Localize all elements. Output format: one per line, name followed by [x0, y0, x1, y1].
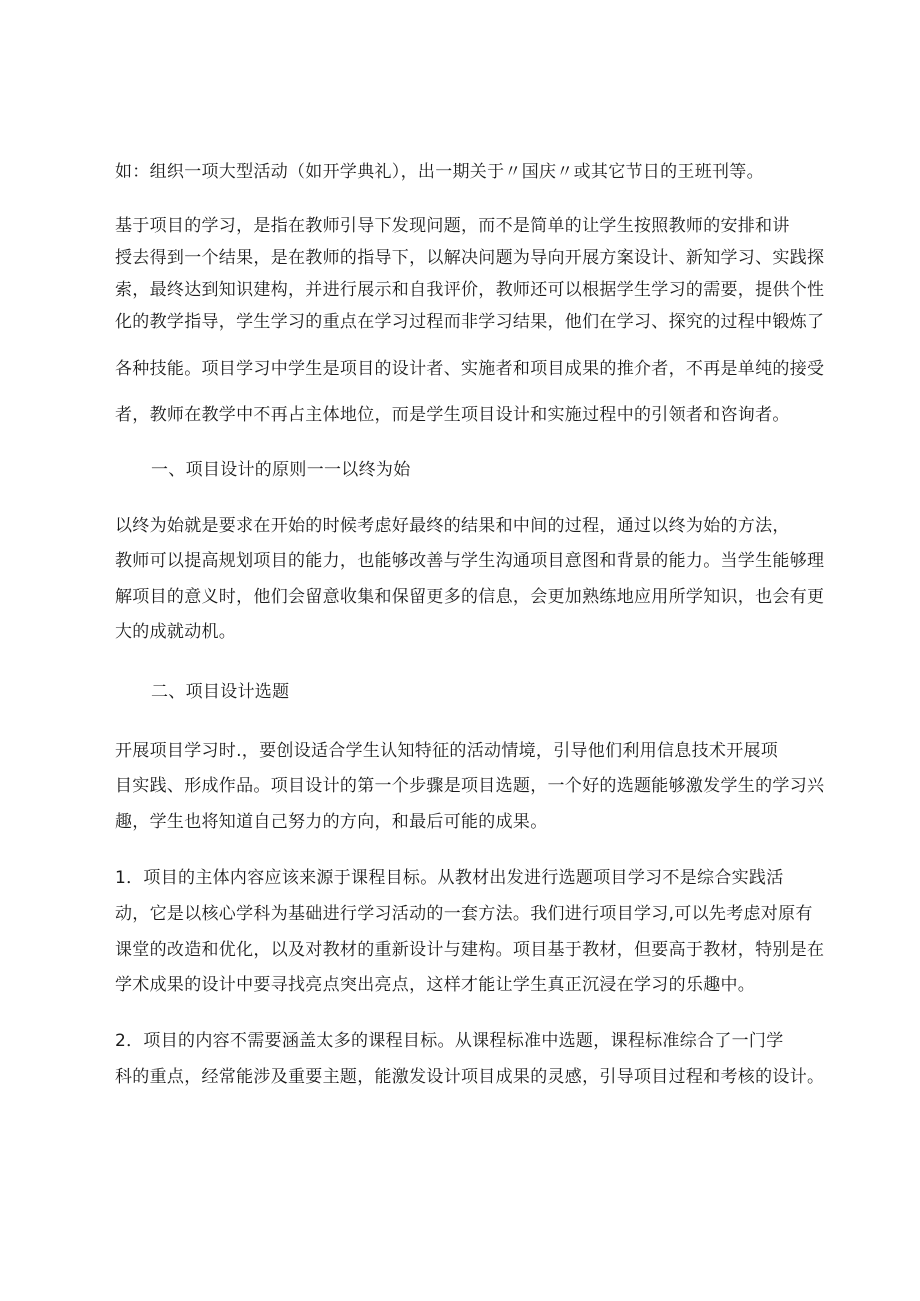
- section-heading-principle: 一、项目设计的原则一一以终为始: [151, 460, 411, 480]
- list-item-line: 学术成果的设计中要寻找亮点突出亮点，这样才能让学生真正沉浸在学习的乐趣中。: [115, 975, 756, 995]
- list-item-line: 动，它是以核心学科为基础进行学习活动的一套方法。我们进行项目学习,可以先考虑对原有: [115, 904, 813, 924]
- list-item-line: 科的重点，经常能涉及重要主题，能激发设计项目成果的灵感，引导项目过程和考核的设计。: [115, 1067, 825, 1087]
- list-item-line: 1．项目的主体内容应该来源于课程目标。从教材出发进行选题项目学习不是综合实践活: [115, 868, 784, 888]
- paragraph-line: 授去得到一个结果，是在教师的指导下，以解决问题为导向开展方案设计、新知学习、实践探: [115, 248, 825, 268]
- paragraph-line: 大的成就动机。: [115, 622, 237, 642]
- intro-line: 如：组织一项大型活动（如开学典礼），出一期关于〃国庆〃或其它节日的王班刊等。: [115, 162, 764, 182]
- paragraph-line: 化的教学指导，学生学习的重点在学习过程而非学习结果，他们在学习、探究的过程中锻炼了: [115, 312, 825, 332]
- list-item-line: 2．项目的内容不需要涵盖太多的课程目标。从课程标准中选题，课程标准综合了一门学: [115, 1031, 784, 1051]
- paragraph-line: 基于项目的学习，是指在教师引导下发现问题，而不是简单的让学生按照教师的安排和讲: [115, 216, 790, 236]
- paragraph-line: 者，教师在教学中不再占主体地位，而是学生项目设计和实施过程中的引领者和咨询者。: [115, 405, 790, 425]
- paragraph-line: 以终为始就是要求在开始的时候考虑好最终的结果和中间的过程，通过以终为始的方法，: [115, 516, 790, 536]
- list-item-line: 课堂的改造和优化，以及对教材的重新设计与建构。项目基于教材，但要高于教材，特别是在: [115, 940, 825, 960]
- paragraph-line: 开展项目学习时.，要创设适合学生认知特征的活动情境，引导他们利用信息技术开展项: [115, 741, 779, 761]
- section-heading-topic: 二、项目设计选题: [151, 682, 290, 702]
- paragraph-line: 目实践、形成作品。项目设计的第一个步骤是项目选题，一个好的选题能够激发学生的学习兴: [115, 776, 825, 796]
- paragraph-line: 趣，学生也将知道自己努力的方向，和最后可能的成果。: [115, 812, 548, 832]
- paragraph-line: 各种技能。项目学习中学生是项目的设计者、实施者和项目成果的推介者，不再是单纯的接受: [115, 359, 825, 379]
- paragraph-line: 解项目的意义时，他们会留意收集和保留更多的信息，会更加熟练地应用所学知识，也会有更: [115, 587, 825, 607]
- paragraph-line: 索，最终达到知识建构，并进行展示和自我评价，教师还可以根据学生学习的需要，提供个性: [115, 280, 825, 300]
- paragraph-line: 教师可以提高规划项目的能力，也能够改善与学生沟通项目意图和背景的能力。当学生能够理: [115, 551, 825, 571]
